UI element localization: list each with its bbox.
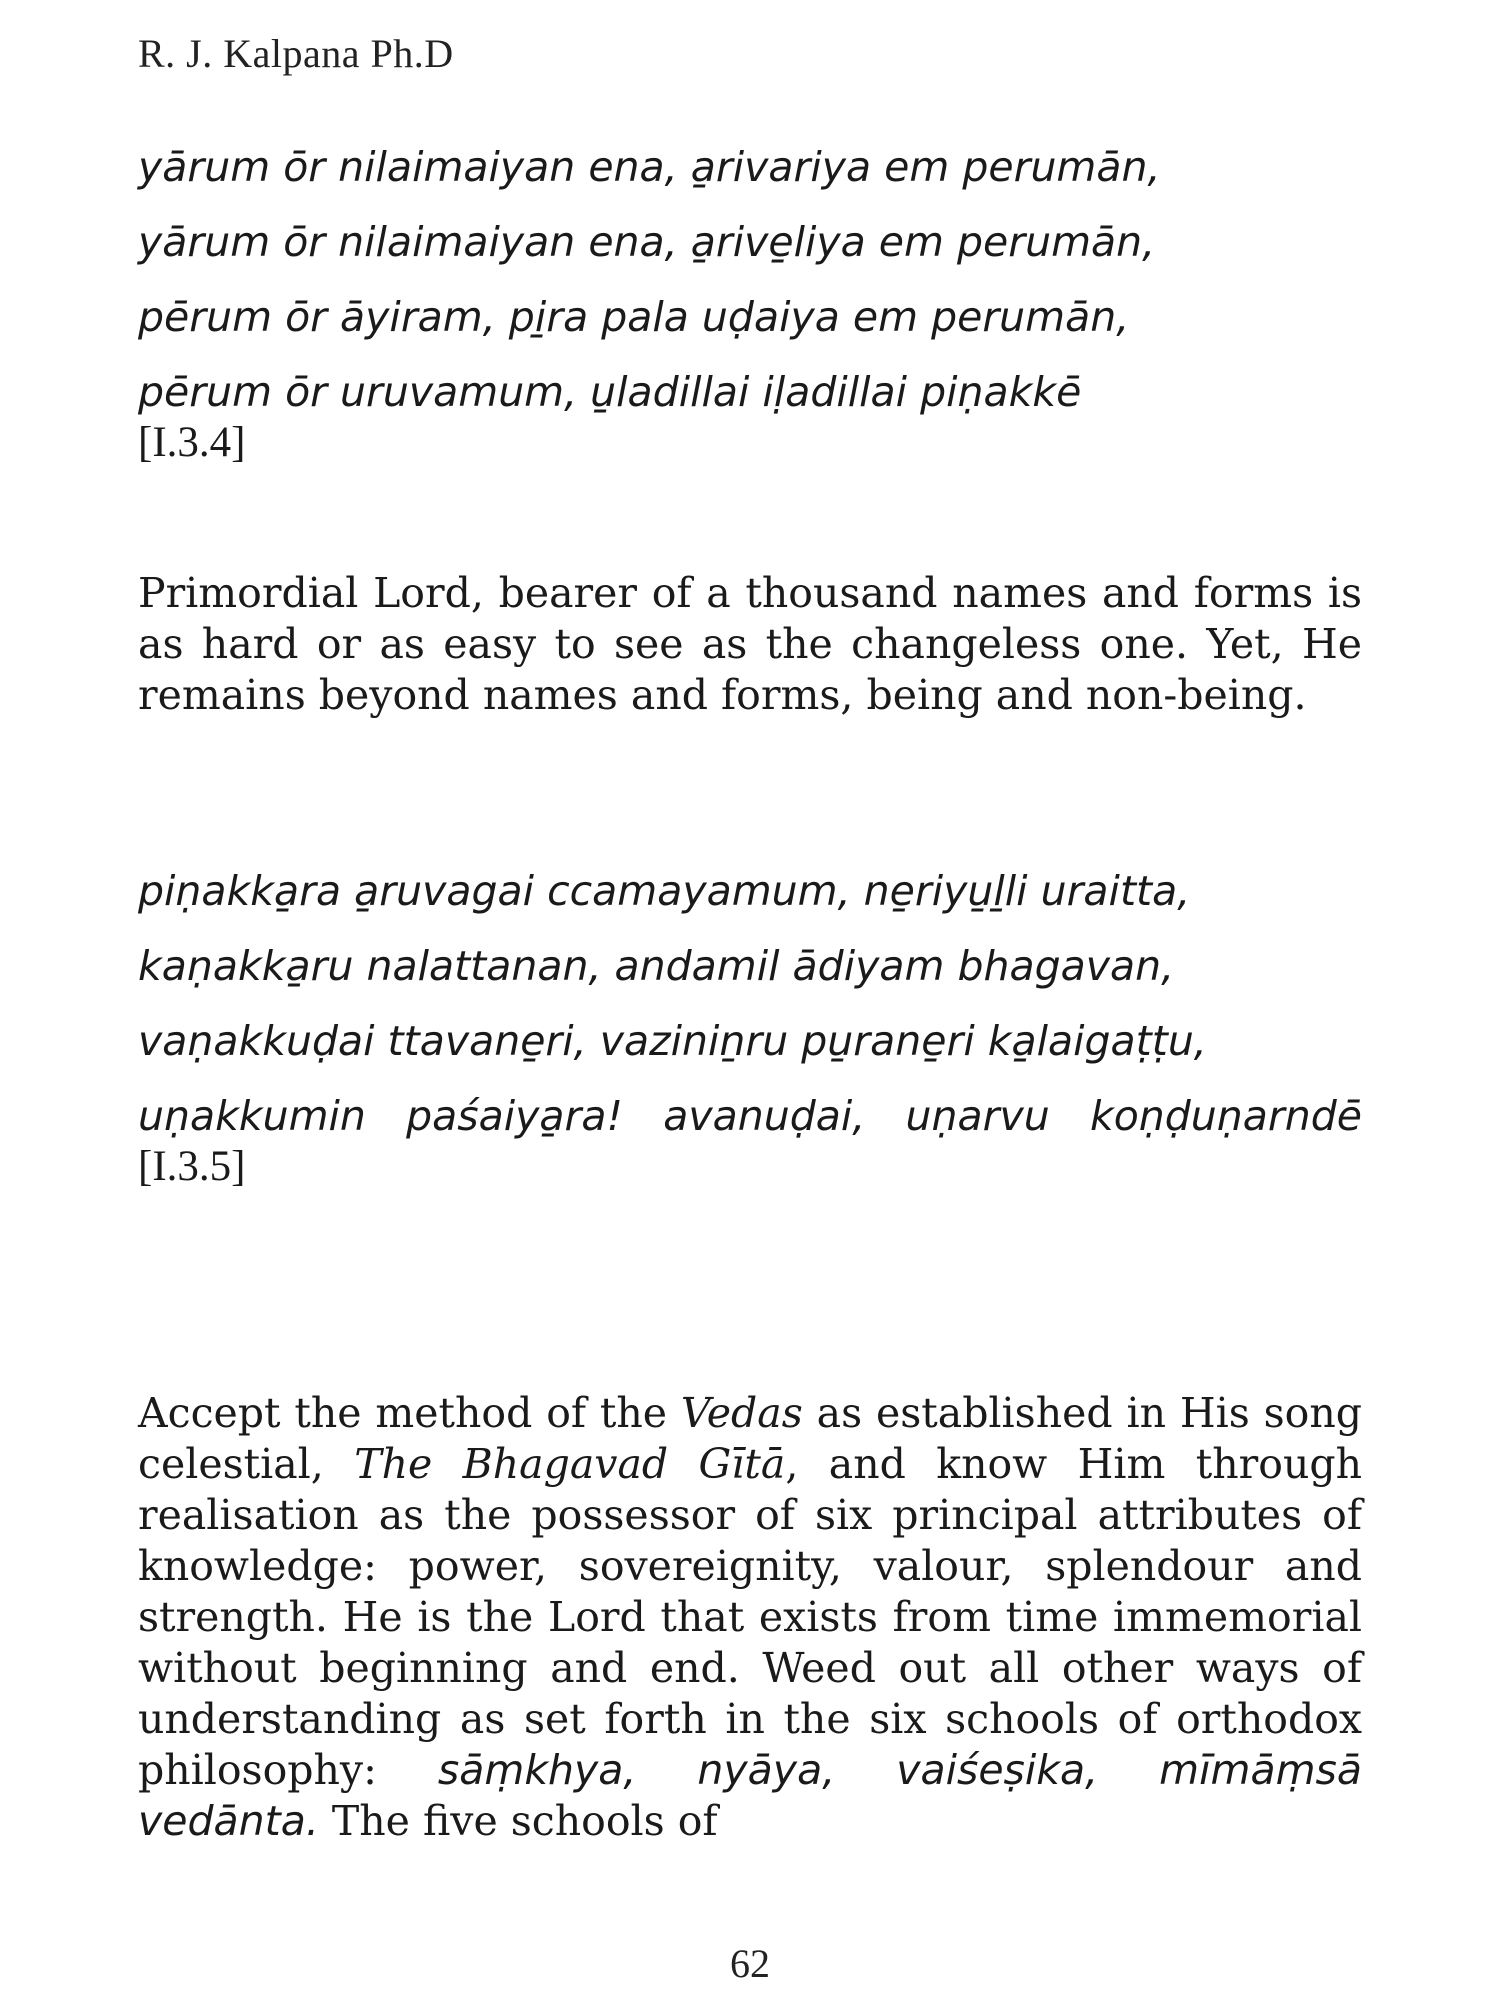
- vedas-term: Vedas: [680, 1389, 803, 1437]
- gita-title: The Bhagavad Gītā: [354, 1440, 786, 1488]
- verse-line: pērum ōr āyiram, pi̱ra pala uḍaiya em perumān,: [138, 293, 1130, 341]
- para-text: , and know Him through realisation as the possessor of six principal attributes of knowledge: power, sovereignity, valour, splendour and strength. He is the Lord that exists from time immemorial without beginning and end. Weed out all other ways of understanding as set forth in the six schools of orthodox philosophy:: [138, 1440, 1363, 1794]
- verse-line: piṇakka̱ra a̱ruvagai ccamayamum, ne̱riyu̱ḻli uraitta,: [138, 867, 1191, 915]
- philosophy-schools: sāṃkhya, nyāya, vaiśeṣika, mīmāṃsā vedānta.: [138, 1746, 1362, 1845]
- verse-line-text: uṇakkumin paśaiya̱ra! avanuḍai, uṇarvu koṇḍuṇarndē: [138, 1092, 1362, 1140]
- verse-reference: [I.3.4]: [138, 419, 246, 466]
- para-text: Accept the method of the: [138, 1389, 681, 1437]
- verse-reference: [I.3.5]: [138, 1143, 246, 1190]
- translation-paragraph-1: Primordial Lord, bearer of a thousand names and forms is as hard or as easy to see as the changeless one. Yet, He remains beyond names and forms, being and non-being.: [138, 569, 1362, 719]
- verse-line: yārum ōr nilaimaiyan ena, a̱rive̱liya em perumān,: [138, 218, 1156, 266]
- verse-block-2: [138, 866, 1362, 1192]
- translation-paragraph-2: [138, 1388, 1362, 1847]
- verse-line: [138, 1091, 1362, 1192]
- verse-line: pērum ōr uruvamum, u̱ladillai iḷadillai piṇakkē: [138, 368, 1082, 416]
- verse-block-1: [138, 142, 1362, 468]
- para-text: as established in His song celestial,: [138, 1389, 1362, 1488]
- verse-line: yārum ōr nilaimaiyan ena, a̱rivariya em perumān,: [138, 143, 1161, 191]
- running-head: R. J. Kalpana Ph.D: [138, 31, 454, 76]
- page-number: 62: [730, 1941, 770, 1986]
- verse-line: vaṇakkuḍai ttavane̱ri, vaziniṉru pu̱rane̱ri ka̱laigaṭṭu,: [138, 1017, 1207, 1065]
- verse-line: kaṇakka̱ru nalattanan, andamil ādiyam bhagavan,: [138, 942, 1175, 990]
- para-text: The five schools of: [318, 1797, 718, 1845]
